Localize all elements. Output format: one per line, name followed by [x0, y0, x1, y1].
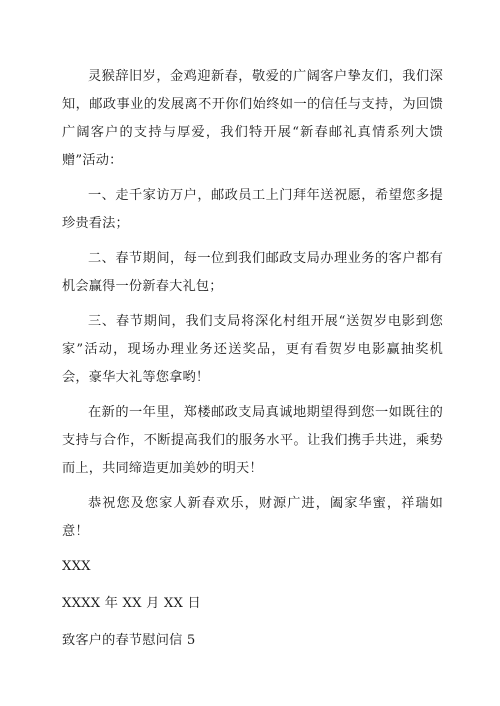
letter-body	[62, 63, 443, 655]
paragraph-item-1: 一、走千家访万户，邮政员工上门拜年送祝愿，希望您多提珍贵看法；	[62, 188, 443, 231]
paragraph-item-3: 三、春节期间，我们支局将深化村组开展“送贺岁电影到您家”活动，现场办理业务还送奖品，更有看贺岁电影赢抽奖机会，豪华大礼等您拿哟！	[62, 314, 443, 385]
paragraph-greeting: 灵猴辞旧岁，金鸡迎新春，敬爱的广阔客户挚友们，我们深知，邮政事业的发展离不开你们始终如一的信任与支持，为回馈广阔客户的支持与厚爱，我们特开展“新春邮礼真情系列大馈赠”活动：	[62, 69, 443, 168]
paragraph-wishes: 恭祝您及您家人新春欢乐，财源广进，阖家华蜜，祥瑞如意！	[62, 496, 443, 539]
paragraph-item-2: 二、春节期间，每一位到我们邮政支局办理业务的客户都有机会赢得一份新春大礼包；	[62, 251, 443, 294]
paragraph-closing: 在新的一年里，郑楼邮政支局真诚地期望得到您一如既往的支持与合作，不断提高我们的服务水平。让我们携手共进，乘势而上，共同缔造更加美妙的明天！	[62, 405, 443, 476]
letter-date: XXXX 年 XX 月 XX 日	[62, 596, 201, 611]
next-letter-title: 致客户的春节慰问信 5	[62, 633, 196, 648]
signature: XXX	[62, 559, 91, 574]
